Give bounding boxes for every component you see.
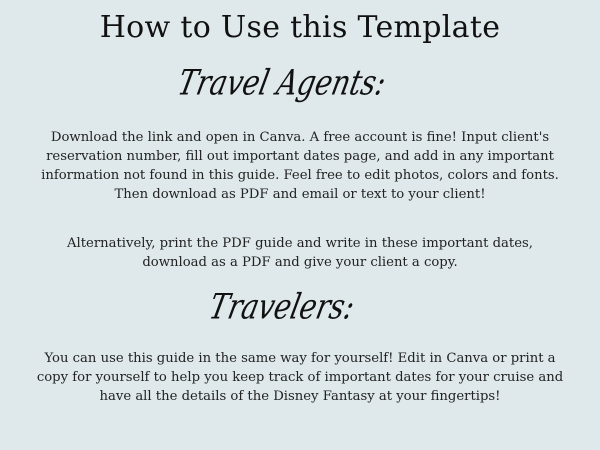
travel-agents-alternative: Alternatively, print the PDF guide and write in these important dates, download as a PDF and give your client a copy. <box>67 236 533 270</box>
travel-agents-instructions: Download the link and open in Canva. A free account is fine! Input client's reservation number, fill out important dates page, and add in any important information not found in this guide. Feel free to edit photos, colors and fonts. Then download as PDF and email or text to your client! <box>41 130 559 202</box>
travelers-instructions: You can use this guide in the same way for yourself! Edit in Canva or print a copy for yourself to help you keep track of important dates for your cruise and have all the details of the Disney Fantasy at your fingertips! <box>36 351 564 404</box>
travel-agents-heading: Travel Agents: <box>174 61 390 104</box>
page-title: How to Use this Template <box>99 10 501 45</box>
travelers-heading: Travelers: <box>205 285 359 328</box>
